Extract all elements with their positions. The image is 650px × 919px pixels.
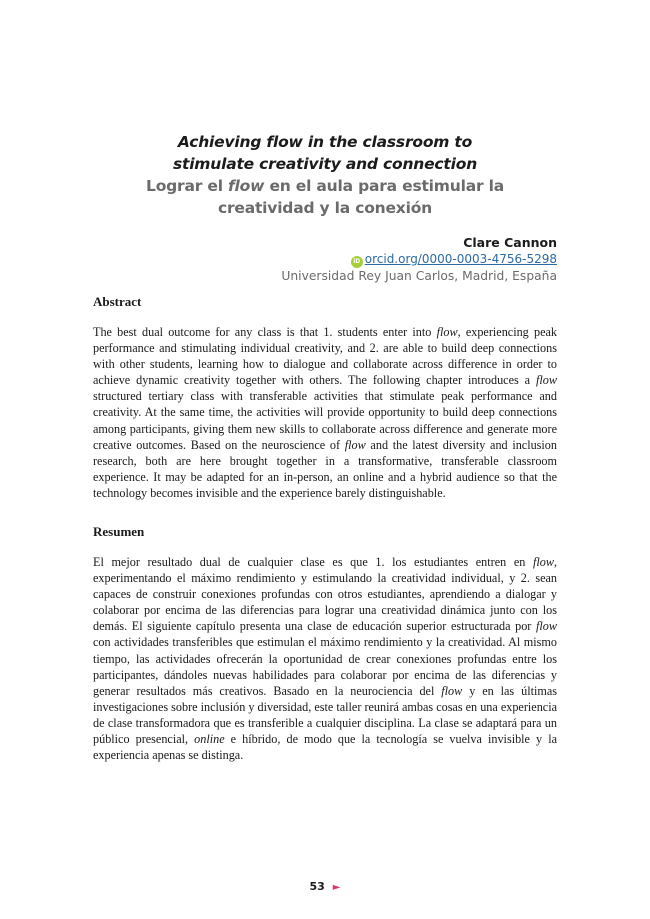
page-number: 53 [309, 880, 325, 893]
resumen-text-1: El mejor resultado dual de cualquier clase es que 1. los estudiantes entren en [93, 555, 533, 569]
chapter-title-spanish [0, 175, 650, 219]
abstract-flow-2: flow [536, 373, 557, 388]
orcid-line [281, 251, 557, 268]
page-footer [0, 880, 650, 893]
author-block [281, 234, 557, 285]
resumen-flow-2: flow [536, 619, 557, 634]
abstract-flow-3: flow [344, 437, 366, 452]
resumen-online: online [194, 732, 225, 747]
chapter-title-english [0, 131, 650, 175]
resumen-text-4: y en las últimas investigaciones sobre inclusión y diversidad, este taller reunirá ambas cosas en una experiencia de clase transformadora que es transferible a cualquier disciplina. La clase se adaptará para un público presencial, [93, 683, 557, 747]
abstract-text-3: structured tertiary class with transferable activities that stimulate peak performance and creativity. At the same time, the activities will provide opportunity to build deep connections among participants, giving them new skills to collaborate across difference and generate more creative outcomes. Based on the neuroscience of [93, 389, 557, 452]
title-es-line-2: creatividad y la conexión [217, 199, 433, 217]
resumen-flow-3: flow [441, 683, 463, 698]
resumen-flow-1: flow [532, 555, 554, 569]
title-es-line-1 [0, 175, 650, 197]
title-es-post: en el aula para estimular la [264, 177, 504, 195]
abstract-paragraph [93, 324, 557, 501]
resumen-heading: Resumen [93, 524, 145, 539]
resumen-paragraph [93, 554, 557, 763]
abstract-heading: Abstract [93, 294, 142, 309]
abstract-text-1: The best dual outcome for any class is that 1. students enter into [93, 325, 437, 339]
title-en-line-2: stimulate creativity and connection [172, 155, 478, 173]
next-page-arrow-icon: ► [332, 882, 341, 893]
resumen-text-3: con actividades transferibles que estimulan el máximo rendimiento y la creatividad. Al mismo tiempo, las actividades ofrecerán la oportunidad de crear conexiones profundas entre los participantes, dándoles nuevas habilidades para colaborar por encima de las diferencias y generar resultados más creativos. Basado en la neurociencia del [93, 635, 557, 698]
abstract-text-4: and the latest diversity and inclusion research, both are here brought together in a transformative, transferable classroom experience. It may be adapted for an in-person, an online and a hybrid audience so that the technology becomes invisible and the experience barely distinguishable. [93, 437, 557, 500]
resumen-text-2: , experimentando el máximo rendimiento y estimulando la creatividad individual, y 2. sean capaces de construir conexiones profundas con otros estudiantes, aprendiendo a dialogar y colaborar por encima de las diferencias para lograr una creatividad dinámica junto con los demás. El siguiente capítulo presenta una clase de educación superior estructurada por [93, 555, 557, 634]
abstract-text-2: , experiencing peak performance and stimulating individual creativity, and 2. are able to build deep connections with other students, learning how to dialogue and collaborate across difference in order to achieve dynamic creativity together with others. The following chapter introduces a [93, 325, 557, 388]
orcid-link[interactable]: orcid.org/0000-0003-4756-5298 [364, 252, 557, 266]
author-affiliation: Universidad Rey Juan Carlos, Madrid, España [281, 269, 557, 283]
abstract-flow-1: flow [436, 325, 458, 339]
orcid-icon: iD [351, 256, 363, 268]
title-en-line-1: Achieving flow in the classroom to [177, 133, 473, 151]
title-es-flow: flow [228, 177, 265, 195]
resumen-text-5: e híbrido, de modo que la tecnología se vuelva invisible y la experiencia apenas se distinga. [93, 732, 557, 763]
title-es-pre: Lograr el [146, 177, 229, 195]
author-name: Clare Cannon [463, 235, 557, 250]
